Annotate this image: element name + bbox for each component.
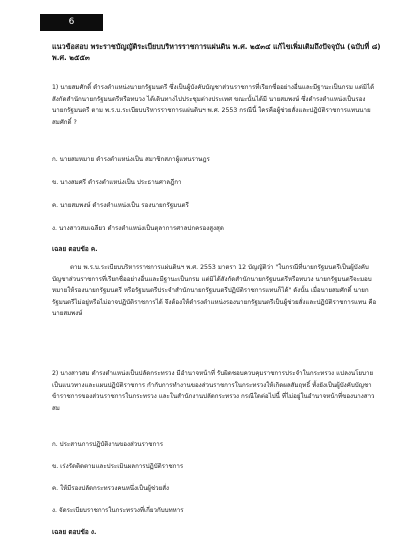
question-2-text: 2) นางสาวสม ดำรงตำแหน่งเป็นปลัดกระทรวง มีอำนาจหน้าที่ รับผิดชอบควบคุมราชการประจำในกระทรวง แปลงนโยบายเป็นแนวทางและแผนปฏิบัติราชการ กำกับการทำงานของส่วนราชการในกระทรวงให้เกิดผลสัมฤทธิ์ ทั้งยังเป็นผู้บังคับบัญชาข้าราชการของส่วนราชการในกระทรวง และในสำนักงานปลัดกระทรวง กรณีใดต่อไปนี้ ที่ไม่อยู่ในอำนาจหน้าที่ของนางสาวสม — [52, 370, 375, 412]
question-2-choice-d: ง. จัดระเบียบราชการในกระทรวงที่เกี่ยวกับบทหาร — [52, 507, 184, 514]
page-number-tab: 6 — [40, 14, 103, 31]
question-2-choice-c: ค. ให้มีรองปลัดกระทรวงคนหนึ่งเป็นผู้ช่วยสั่ง — [52, 485, 170, 492]
question-2-choice-a: ก. ประสานการปฏิบัติงานของส่วนราชการ — [52, 441, 164, 448]
question-1-choice-d: ง. นางสาวสมเฉลียว ดำรงตำแหน่งเป็นตุลาการศาลปกครองสูงสุด — [52, 225, 224, 232]
question-2-answer: เฉลย ตอบข้อ ง. — [52, 528, 97, 536]
question-1-choice-b: ข. นางสมศรี ดำรงตำแหน่งเป็น ประธานศาลฎีกา — [52, 179, 182, 186]
question-1-explanation: ตาม พ.ร.บ.ระเบียบบริหารราชการแผ่นดินฯ พ.ศ. 2553 มาตรา 12 บัญญัติว่า "ในกรณีที่นายกรัฐมนตรีเป็นผู้บังคับบัญชาส่วนราชการที่เรียกชื่ออย่างอื่นและมีฐานะเป็นกรม แต่มิได้สังกัดสำนักนายกรัฐมนตรีหรือทบวง นายกรัฐมนตรีจะมอบหมายให้รองนายกรัฐมนตรี หรือรัฐมนตรีประจำสำนักนายกรัฐมนตรีปฏิบัติราชการแทนก็ได้" ดังนั้น เมื่อนายสมศักดิ์ นายกรัฐมนตรีไม่อยู่หรือไม่อาจปฏิบัติราชการได้ จึงต้องให้ดำรงตำแหน่งรองนายกรัฐมนตรีเป็นผู้ช่วยสั่งและปฏิบัติราชการแทน คือนายสมพงษ์ — [52, 264, 377, 317]
document-heading: แนวข้อสอบ พระราชบัญญัติระเบียบบริหารราชการแผ่นดิน พ.ศ. ๒๕๓๔ แก้ไขเพิ่มเติมถึงปัจจุบัน (ฉบับที่ ๘) พ.ศ. ๒๕๕๓ — [52, 42, 381, 62]
question-1-choice-c: ค. นายสมพงษ์ ดำรงตำแหน่งเป็น รองนายกรัฐมนตรี — [52, 202, 189, 209]
question-1-text: 1) นายสมศักดิ์ ดำรงตำแหน่งนายกรัฐมนตรี ซึ่งเป็นผู้บังคับบัญชาส่วนราชการที่เรียกชื่ออย่างอื่นและมีฐานะเป็นกรม แต่มิได้สังกัดสำนักนายกรัฐมนตรีหรือทบวง ได้เดินทางไปประชุมต่างประเทศ ขณะนั้นได้มี นายสมพงษ์ ซึ่งดำรงตำแหน่งเป็นรองนายกรัฐมนตรี ตาม พ.ร.บ.ระเบียบบริหารราชการแผ่นดินฯ พ.ศ. 2553 กรณีนี้ ใครคือผู้ช่วยสั่งและปฏิบัติราชการแทนนายสมศักดิ์ ? — [52, 84, 375, 126]
question-1-answer: เฉลย ตอบข้อ ค. — [52, 245, 98, 253]
question-2-choice-b: ข. เร่งรัดติดตามและประเมินผลการปฏิบัติราชการ — [52, 463, 184, 470]
question-1-choice-a: ก. นายสมหมาย ดำรงตำแหน่งเป็น สมาชิกสภาผู้แทนราษฎร — [52, 156, 210, 163]
